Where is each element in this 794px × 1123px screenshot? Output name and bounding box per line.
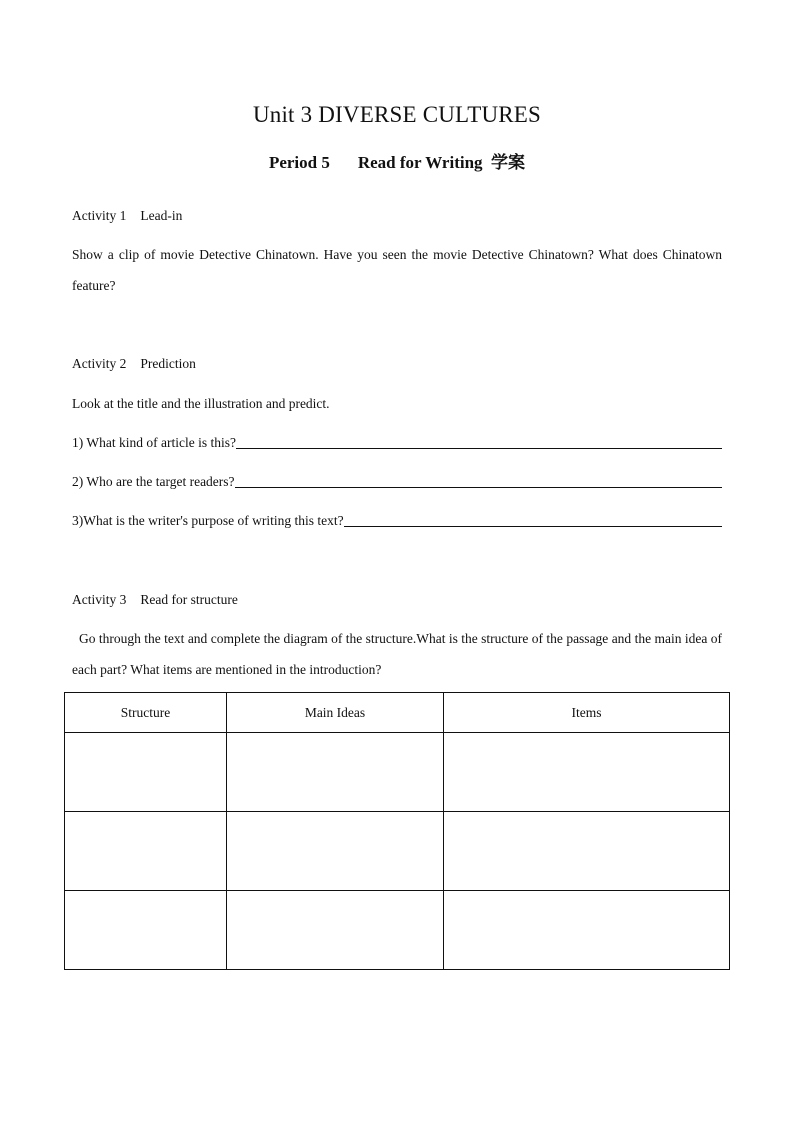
table-row: [65, 891, 730, 970]
activity2-label: Activity 2: [72, 356, 127, 371]
question-3-answer-line[interactable]: [344, 512, 722, 527]
activity2-name: Prediction: [140, 356, 196, 371]
question-2: [72, 473, 722, 490]
table-row: [65, 812, 730, 891]
activity2-heading: [72, 356, 196, 372]
structure-table: [64, 692, 730, 970]
question-3: [72, 512, 722, 529]
table-cell[interactable]: [444, 812, 730, 891]
table-cell[interactable]: [227, 733, 444, 812]
activity3-text: Go through the text and complete the diagram of the structure.What is the structure of the passage and the main idea of each part? What items are mentioned in the introduction?: [72, 631, 722, 677]
table-cell[interactable]: [65, 812, 227, 891]
table-cell[interactable]: [65, 733, 227, 812]
question-1: [72, 434, 722, 451]
period-label: Period 5: [268, 153, 330, 172]
table-row: [65, 733, 730, 812]
activity1-heading: [72, 208, 182, 224]
table-cell[interactable]: [227, 891, 444, 970]
table-cell[interactable]: [444, 733, 730, 812]
question-2-answer-line[interactable]: [235, 473, 722, 488]
page-title: Unit 3 DIVERSE CULTURES: [252, 102, 542, 127]
header-items: Items: [444, 693, 730, 733]
doc-type-label: 学案: [491, 153, 526, 172]
activity1-text: Show a clip of movie Detective Chinatown. Have you seen the movie Detective Chinatown? What does Chinatown feature?: [72, 247, 722, 293]
table-cell[interactable]: [227, 812, 444, 891]
activity3-heading: [72, 592, 238, 608]
activity3-name: Read for structure: [140, 592, 238, 607]
activity1-name: Lead-in: [140, 208, 183, 223]
table-header-row: [65, 693, 730, 733]
activity3-label: Activity 3: [72, 592, 127, 607]
header-main-ideas: Main Ideas: [227, 693, 444, 733]
activity1-label: Activity 1: [72, 208, 127, 223]
page-subtitle: [0, 148, 794, 173]
table-cell[interactable]: [65, 891, 227, 970]
activity2-instruction: Look at the title and the illustration and predict.: [72, 396, 330, 411]
table-cell[interactable]: [444, 891, 730, 970]
question-3-text: 3)What is the writer's purpose of writing this text?: [72, 513, 344, 528]
question-1-text: 1) What kind of article is this?: [72, 435, 236, 450]
question-2-text: 2) Who are the target readers?: [72, 474, 235, 489]
header-structure: Structure: [65, 693, 227, 733]
lesson-label: Read for Writing: [357, 153, 483, 172]
question-1-answer-line[interactable]: [236, 434, 722, 449]
